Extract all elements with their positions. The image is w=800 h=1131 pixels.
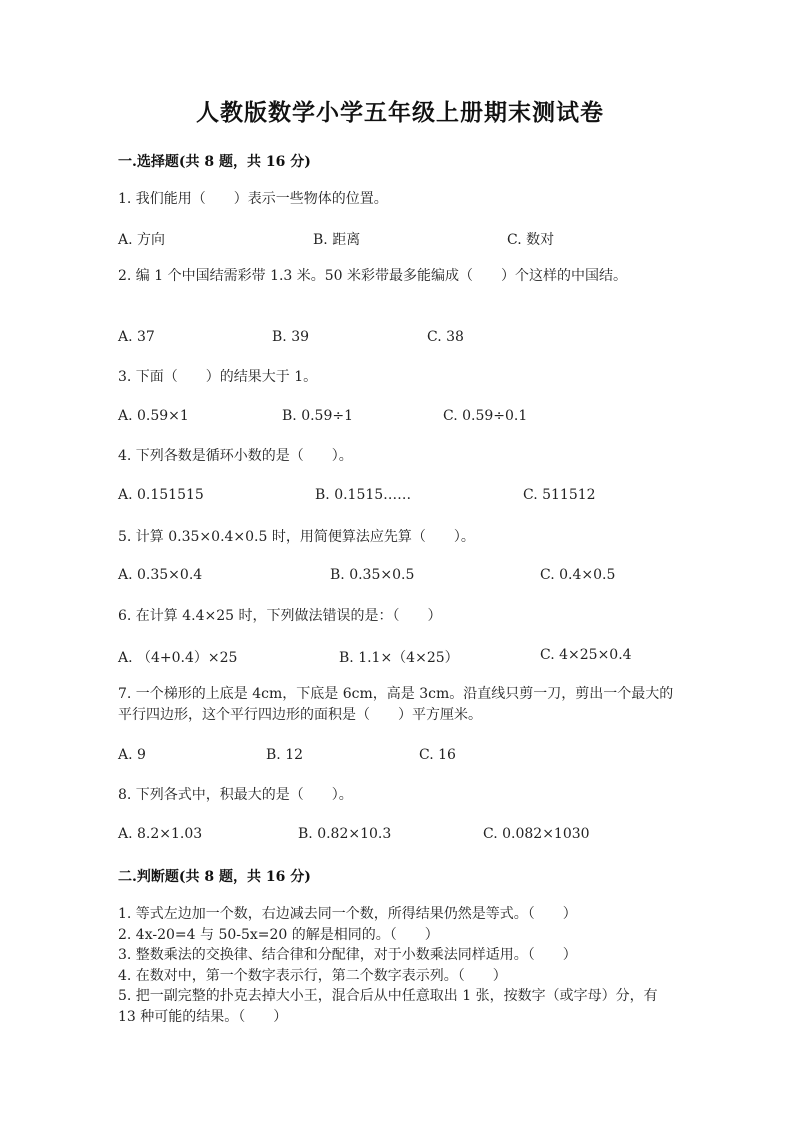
q3-option-a: A. 0.59×1 bbox=[118, 408, 189, 424]
q1-option-c: C. 数对 bbox=[507, 232, 555, 248]
q8-option-a: A. 8.2×1.03 bbox=[118, 826, 203, 842]
q1-option-b: B. 距离 bbox=[313, 232, 361, 248]
true-false-item-5: 5. 把一副完整的扑克去掉大小王，混合后从中任意取出 1 张，按数字（或字母）分，有 13 种可能的结果。（ ） bbox=[118, 988, 658, 1025]
q2-option-b: B. 39 bbox=[272, 329, 310, 345]
q7-option-b: B. 12 bbox=[266, 747, 304, 763]
q3-option-b: B. 0.59÷1 bbox=[282, 408, 353, 424]
q6-option-c: C. 4×25×0.4 bbox=[540, 647, 632, 663]
true-false-list bbox=[118, 904, 678, 1027]
q4-option-c: C. 511512 bbox=[523, 487, 596, 503]
q7-option-a: A. 9 bbox=[118, 747, 146, 763]
question-7: 7. 一个梯形的上底是 4cm，下底是 6cm，高是 3cm。沿直线只剪一刀，剪出一个最大的平行四边形，这个平行四边形的面积是（ ）平方厘米。 bbox=[118, 686, 674, 723]
true-false-item-3: 3. 整数乘法的交换律、结合律和分配律，对于小数乘法同样适用。（ ） bbox=[118, 947, 577, 963]
q3-option-c: C. 0.59÷0.1 bbox=[443, 408, 528, 424]
question-2: 2. 编 1 个中国结需彩带 1.3 米。50 米彩带最多能编成（ ）个这样的中国结。 bbox=[118, 268, 628, 284]
section-heading-multiple-choice: 一.选择题(共 8 题，共 16 分) bbox=[118, 154, 311, 170]
question-5: 5. 计算 0.35×0.4×0.5 时，用简便算法应先算（ ）。 bbox=[118, 529, 475, 545]
q4-option-b: B. 0.1515…… bbox=[315, 487, 412, 503]
true-false-item-2: 2. 4x-20=4 与 50-5x=20 的解是相同的。（ ） bbox=[118, 926, 439, 943]
question-1: 1. 我们能用（ ）表示一些物体的位置。 bbox=[118, 191, 388, 207]
true-false-item-1: 1. 等式左边加一个数，右边减去同一个数，所得结果仍然是等式。（ ） bbox=[118, 906, 577, 922]
q8-option-b: B. 0.82×10.3 bbox=[298, 826, 392, 842]
q8-option-c: C. 0.082×1030 bbox=[483, 826, 590, 842]
page-title: 人教版数学小学五年级上册期末测试卷 bbox=[196, 99, 604, 126]
question-8: 8. 下列各式中，积最大的是（ ）。 bbox=[118, 787, 353, 803]
question-6: 6. 在计算 4.4×25 时，下列做法错误的是：（ ） bbox=[118, 608, 442, 624]
q6-option-a: A. （4+0.4）×25 bbox=[118, 650, 238, 666]
question-3: 3. 下面（ ）的结果大于 1。 bbox=[118, 369, 318, 385]
true-false-item-4: 4. 在数对中，第一个数字表示行，第二个数字表示列。（ ） bbox=[118, 967, 507, 984]
q7-option-c: C. 16 bbox=[419, 747, 456, 763]
question-4: 4. 下列各数是循环小数的是（ ）。 bbox=[118, 448, 353, 464]
q5-option-b: B. 0.35×0.5 bbox=[330, 567, 415, 583]
section-heading-true-false: 二.判断题(共 8 题，共 16 分) bbox=[118, 869, 311, 885]
q2-option-a: A. 37 bbox=[118, 329, 155, 345]
q1-option-a: A. 方向 bbox=[118, 232, 166, 248]
q6-option-b: B. 1.1×（4×25） bbox=[339, 650, 459, 666]
q4-option-a: A. 0.151515 bbox=[118, 487, 204, 503]
q5-option-c: C. 0.4×0.5 bbox=[540, 567, 616, 583]
q5-option-a: A. 0.35×0.4 bbox=[118, 567, 203, 583]
q2-option-c: C. 38 bbox=[427, 329, 464, 345]
